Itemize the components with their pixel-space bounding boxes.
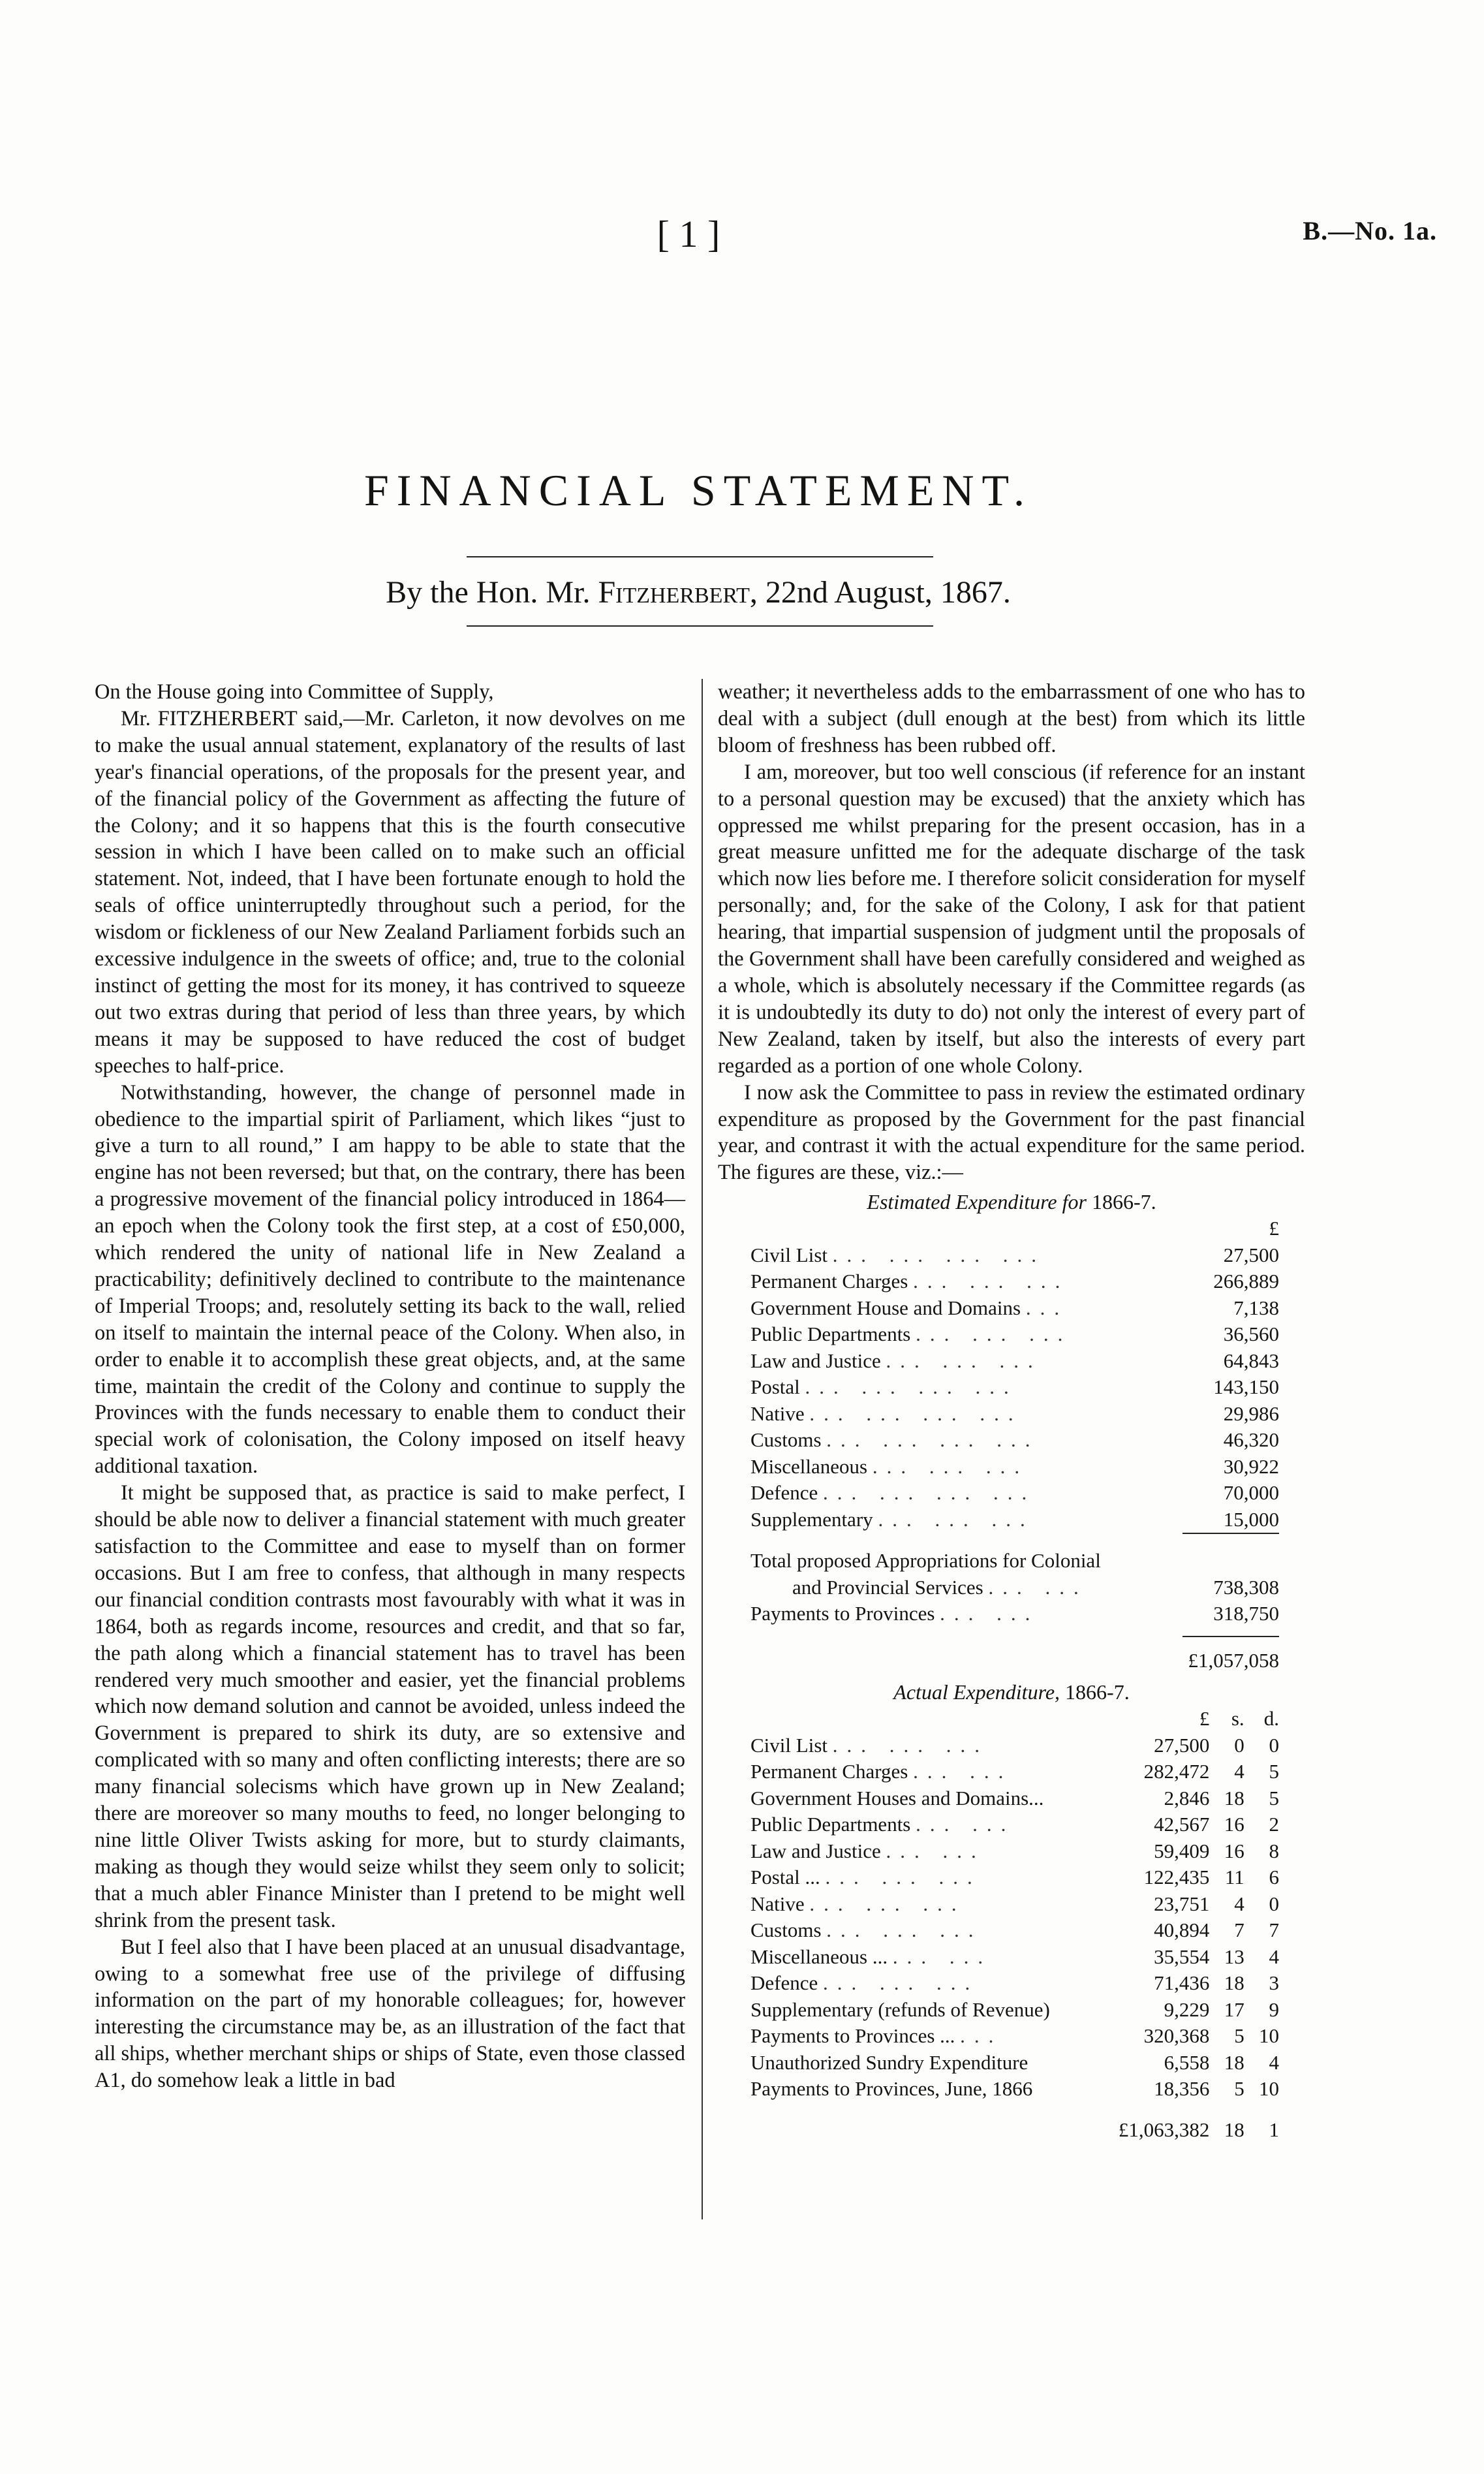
- row-label: Civil List: [750, 1243, 827, 1266]
- actual-row: [750, 2050, 1279, 2076]
- leader-dots: ... ...: [916, 1813, 1015, 1836]
- row-shillings: 16: [1224, 1839, 1244, 1862]
- total-pence: 1: [1269, 2118, 1279, 2141]
- estimated-row: [750, 1242, 1279, 1269]
- estimated-expenditure-table: [750, 1215, 1279, 1674]
- row-label: Miscellaneous ...: [750, 1945, 888, 1968]
- estimated-row: [750, 1454, 1279, 1480]
- actual-row: [750, 1838, 1279, 1865]
- leader-dots: ... ... ...: [832, 1733, 989, 1757]
- row-label: Permanent Charges: [750, 1760, 908, 1783]
- row-pounds: 42,567: [1154, 1813, 1210, 1836]
- row-label: Government House and Domains: [750, 1296, 1021, 1319]
- paragraph: But I feel also that I have been placed at an unusual disadvantage, owing to a somewhat free use of the privilege of diffusing information on the part of my honorable colleagues; for, however interesting the circumstance may be, as an illustration of the fact that all ships, whether merchant ships or ships of State, even those classed A1, do somehow leak a little in bad: [95, 1935, 685, 2093]
- estimated-expenditure-title: [718, 1189, 1305, 1215]
- row-pounds: 27,500: [1154, 1733, 1210, 1757]
- row-label: Law and Justice: [750, 1839, 881, 1862]
- document-code: B.—No. 1a.: [1303, 216, 1437, 245]
- leader-dots: ... ... ... ...: [805, 1375, 1018, 1399]
- row-pounds: 35,554: [1154, 1945, 1210, 1968]
- byline-suffix: , 22nd August, 1867.: [749, 575, 1011, 610]
- estimated-row: [750, 1295, 1279, 1322]
- row-amount: 738,308: [1213, 1575, 1279, 1599]
- byline-prefix: By the Hon. Mr.: [386, 575, 598, 610]
- actual-row: [750, 1811, 1279, 1838]
- row-pence: 5: [1269, 1760, 1279, 1783]
- actual-row: [750, 1759, 1279, 1785]
- row-shillings: 16: [1224, 1813, 1244, 1836]
- row-amount: £1,057,058: [1188, 1648, 1279, 1672]
- row-label: Unauthorized Sundry Expenditure: [750, 2050, 1028, 2074]
- row-pence: 3: [1269, 1971, 1279, 1995]
- actual-row: [750, 1970, 1279, 1997]
- leader-dots: ... ... ...: [825, 1866, 982, 1889]
- leader-dots: ... ...: [913, 1760, 1013, 1783]
- actual-expenditure-table: [750, 1706, 1279, 2143]
- actual-row: [750, 1732, 1279, 1759]
- row-pounds: 2,846: [1164, 1786, 1210, 1809]
- row-shillings: 13: [1224, 1945, 1244, 1968]
- row-pounds: 18,356: [1154, 2077, 1210, 2101]
- row-label: Defence: [750, 1971, 818, 1995]
- estimated-title-text: Estimated Expenditure for: [867, 1190, 1087, 1214]
- row-shillings: 18: [1224, 1786, 1244, 1809]
- estimated-row: [750, 1374, 1279, 1401]
- actual-row: [750, 1891, 1279, 1918]
- row-pence: 2: [1269, 1813, 1279, 1836]
- actual-expenditure-title: [718, 1679, 1305, 1706]
- byline-rule: [467, 625, 933, 627]
- leader-dots: ... ...: [940, 1602, 1040, 1625]
- leader-dots: ... ...: [892, 1945, 993, 1968]
- row-shillings: 18: [1224, 1971, 1244, 1995]
- row-pence: 4: [1269, 1945, 1279, 1968]
- row-pence: 4: [1269, 2050, 1279, 2074]
- row-pence: 9: [1269, 1997, 1279, 2021]
- total-services-row: [750, 1574, 1279, 1601]
- row-pounds: 282,472: [1143, 1760, 1210, 1783]
- shillings-header: s.: [1231, 1707, 1244, 1730]
- row-pence: 7: [1269, 1918, 1279, 1942]
- paragraph: weather; it nevertheless adds to the embarrassment of one who has to deal with a subject (dull enough at the best) from which its little bloom of freshness has been rubbed off.: [718, 680, 1305, 757]
- right-column: [718, 679, 1305, 2143]
- row-pounds: 23,751: [1154, 1892, 1210, 1915]
- row-label: Public Departments: [750, 1813, 911, 1836]
- actual-title-text: Actual Expenditure,: [893, 1680, 1060, 1704]
- pence-header: d.: [1263, 1707, 1279, 1730]
- grand-total-row: [750, 1636, 1279, 1674]
- leader-dots: ... ... ...: [809, 1892, 966, 1915]
- row-pounds: 122,435: [1143, 1866, 1210, 1889]
- leader-dots: ...: [1025, 1296, 1069, 1319]
- row-pounds: 9,229: [1164, 1997, 1210, 2021]
- row-label: Postal ...: [750, 1866, 820, 1889]
- row-label: Permanent Charges: [750, 1270, 908, 1293]
- row-shillings: 5: [1234, 2024, 1244, 2048]
- estimated-row: [750, 1507, 1279, 1534]
- pounds-header: £: [1199, 1707, 1210, 1730]
- row-shillings: 0: [1234, 1733, 1244, 1757]
- row-pounds: 71,436: [1154, 1971, 1210, 1995]
- row-label: Native: [750, 1401, 805, 1425]
- row-label: Supplementary: [750, 1507, 873, 1531]
- row-amount: 29,986: [1223, 1401, 1279, 1425]
- row-shillings: 11: [1224, 1866, 1244, 1889]
- estimated-row: [750, 1427, 1279, 1454]
- byline-name: Fitzherbert: [598, 575, 750, 610]
- leader-dots: ... ... ...: [878, 1507, 1034, 1531]
- leader-dots: ... ... ... ...: [832, 1243, 1045, 1266]
- row-amount: 318,750: [1213, 1602, 1279, 1625]
- row-label: Law and Justice: [750, 1349, 881, 1372]
- row-pence: 8: [1269, 1839, 1279, 1862]
- sum-rule: [750, 1627, 1279, 1636]
- row-amount: 15,000: [1223, 1507, 1279, 1531]
- actual-row: [750, 1997, 1279, 2024]
- row-pence: 0: [1269, 1892, 1279, 1915]
- leader-dots: ... ...: [886, 1839, 985, 1862]
- row-pounds: 320,368: [1143, 2024, 1210, 2048]
- row-amount: 143,150: [1213, 1375, 1279, 1399]
- row-label: Customs: [750, 1428, 822, 1452]
- row-shillings: 5: [1234, 2077, 1244, 2101]
- row-label: Supplementary (refunds of Revenue): [750, 1997, 1050, 2021]
- actual-total-row: [750, 2103, 1279, 2144]
- estimated-row: [750, 1348, 1279, 1375]
- leader-dots: ... ... ...: [886, 1349, 1042, 1372]
- row-label: Miscellaneous: [750, 1454, 868, 1478]
- leader-dots: ... ... ...: [872, 1454, 1029, 1478]
- page-number: [ 1 ]: [657, 213, 720, 255]
- row-pence: 6: [1269, 1866, 1279, 1889]
- currency-header: £: [1269, 1217, 1279, 1240]
- row-shillings: 17: [1224, 1997, 1244, 2021]
- actual-row: [750, 1944, 1279, 1971]
- row-amount: 266,889: [1213, 1270, 1279, 1293]
- row-label: Payments to Provinces ...: [750, 2024, 955, 2048]
- title-rule: [467, 556, 933, 557]
- page-title: FINANCIAL STATEMENT.: [363, 465, 1033, 515]
- total-label: Total proposed Appropriations for Colonial: [750, 1549, 1101, 1573]
- actual-row: [750, 2023, 1279, 2050]
- row-shillings: 18: [1224, 2050, 1244, 2074]
- estimated-row: [750, 1321, 1279, 1348]
- sum-rule: [750, 1533, 1279, 1548]
- row-pence: 10: [1259, 2024, 1279, 2048]
- row-label: Customs: [750, 1918, 822, 1942]
- leader-dots: ... ... ...: [823, 1971, 980, 1995]
- leader-dots: ... ... ...: [916, 1323, 1072, 1346]
- actual-title-year: 1866-7.: [1065, 1680, 1130, 1704]
- left-column: [95, 679, 685, 2094]
- total-shillings: 18: [1224, 2118, 1244, 2141]
- row-pence: 0: [1269, 1733, 1279, 1757]
- leader-dots: ...: [960, 2024, 1003, 2048]
- row-label: Government Houses and Domains...: [750, 1786, 1044, 1809]
- row-shillings: 4: [1234, 1892, 1244, 1915]
- row-amount: 36,560: [1223, 1323, 1279, 1346]
- paragraph: Mr. FITZHERBERT said,—Mr. Carleton, it now devolves on me to make the usual annual statement, explanatory of the results of last year's financial operations, of the proposals for the present year, and of the financial policy of the Government as affecting the future of the Colony; and it so happens that this is the fourth consecutive session in which I have been called on to make such an official statement. Not, indeed, that I have been fortunate enough to hold the seals of office uninterruptedly throughout such a period, for the wisdom or fickleness of our New Zealand Parliament forbids such an excessive indulgence in the sweets of office; and, true to the colonial instinct of getting the most for its money, it has contrived to squeeze out two extras during that period of less than three years, by which means it may be supposed to have reduced the cost of budget speeches to half-price.: [95, 706, 685, 1078]
- row-label: Civil List: [750, 1733, 827, 1757]
- row-label: Payments to Provinces: [750, 1602, 935, 1625]
- paragraph: Notwithstanding, however, the change of personnel made in obedience to the impartial spirit of Parliament, which likes “just to give a turn to all round,” I am happy to be able to state that the engine has not been reversed; but that, on the contrary, there has been a progressive movement of the financial policy introduced in 1864—an epoch when the Colony took the first step, at a cost of £50,000, which rendered the unity of national life in New Zealand a practicability; definitively declined to contribute to the maintenance of Imperial Troops; and, resolutely setting its back to the wall, relied on itself to maintain the internal peace of the Colony. When also, in order to enable it to accomplish these great objects, and, at the same time, maintain the credit of the Colony and continue to supply the Provinces with the funds necessary to enable them to conduct their special work of colonisation, the Colony imposed on itself heavy additional taxation.: [95, 1080, 685, 1479]
- row-label: and Provincial Services: [792, 1575, 983, 1599]
- row-label: Public Departments: [750, 1323, 911, 1346]
- leader-dots: ... ... ... ...: [809, 1401, 1023, 1425]
- row-amount: 30,922: [1223, 1454, 1279, 1478]
- row-amount: 64,843: [1223, 1349, 1279, 1372]
- row-pounds: 59,409: [1154, 1839, 1210, 1862]
- estimated-row: [750, 1268, 1279, 1295]
- leader-dots: ... ... ...: [913, 1270, 1070, 1293]
- row-shillings: 7: [1234, 1918, 1244, 1942]
- estimated-row: [750, 1401, 1279, 1428]
- row-label: Defence: [750, 1481, 818, 1505]
- leader-dots: ... ...: [988, 1575, 1088, 1599]
- paragraph: I now ask the Committee to pass in review the estimated ordinary expenditure as proposed by the Government for the past financial year, and contrast it with the actual expenditure for the same period. The figures are these, viz.:—: [718, 1080, 1305, 1185]
- row-amount: 7,138: [1233, 1296, 1279, 1319]
- total-pounds: £1,063,382: [1118, 2118, 1210, 2141]
- actual-row: [750, 2076, 1279, 2103]
- row-label: Native: [750, 1892, 805, 1915]
- row-amount: 46,320: [1223, 1428, 1279, 1452]
- row-shillings: 4: [1234, 1760, 1244, 1783]
- paragraph: I am, moreover, but too well conscious (if reference for an instant to a personal question may be excused) that the anxiety which has oppressed me whilst preparing for the present occasion, has in a great measure unfitted me for the adequate discharge of the task which now lies before me. I therefore solicit consideration for myself personally; and, for the sake of the Colony, I ask for that patient hearing, that impartial suspension of judgment until the proposals of the Government shall have been carefully considered and weighed as a whole, which is absolutely necessary if the Committee regards (as it is undoubtedly its duty to do) not only the interest of every part of New Zealand, taken by itself, but also the interests of every part regarded as a portion of one whole Colony.: [718, 760, 1305, 1078]
- row-pounds: 6,558: [1164, 2050, 1210, 2074]
- estimated-row: [750, 1480, 1279, 1507]
- row-pence: 5: [1269, 1786, 1279, 1809]
- paragraph: On the House going into Committee of Supply,: [95, 680, 494, 704]
- actual-row: [750, 1785, 1279, 1812]
- row-pounds: 40,894: [1154, 1918, 1210, 1942]
- byline: [0, 574, 1397, 610]
- row-pence: 10: [1259, 2077, 1279, 2101]
- leader-dots: ... ... ... ...: [826, 1428, 1040, 1452]
- actual-row: [750, 1864, 1279, 1891]
- leader-dots: ... ... ... ...: [823, 1481, 1036, 1505]
- paragraph: It might be supposed that, as practice is said to make perfect, I should be able now to deliver a financial statement with much greater satisfaction to the Committee and ease to myself than on former occasions. But I am free to confess, that although in many respects our financial condition contrasts most favourably with what it was in 1864, both as regards income, resources and credit, and that so far, the path along which a financial statement has to travel has been rendered very much smoother and easier, yet the financial problems which now demand solution and cannot be avoided, unless indeed the Government is prepared to shirk its duty, are so extensive and complicated with so many and often conflicting interests; there are so many financial solecisms which have grown up in New Zealand; there are moreover so many mouths to feed, no longer belonging to nine little Oliver Twists asking for more, but to sturdy claimants, making as though they would seize whilst they seem only to solicit; that a much abler Finance Minister than I pretend to be might well shrink from the present task.: [95, 1481, 685, 1932]
- column-divider: [702, 679, 703, 2219]
- leader-dots: ... ... ...: [826, 1918, 983, 1942]
- row-label: Payments to Provinces, June, 1866: [750, 2077, 1033, 2101]
- row-amount: 70,000: [1223, 1481, 1279, 1505]
- row-label: Postal: [750, 1375, 800, 1399]
- estimated-title-year: 1866-7.: [1091, 1190, 1156, 1214]
- provinces-row: [750, 1601, 1279, 1627]
- total-label-row: [750, 1548, 1279, 1574]
- actual-row: [750, 1917, 1279, 1944]
- row-amount: 27,500: [1223, 1243, 1279, 1266]
